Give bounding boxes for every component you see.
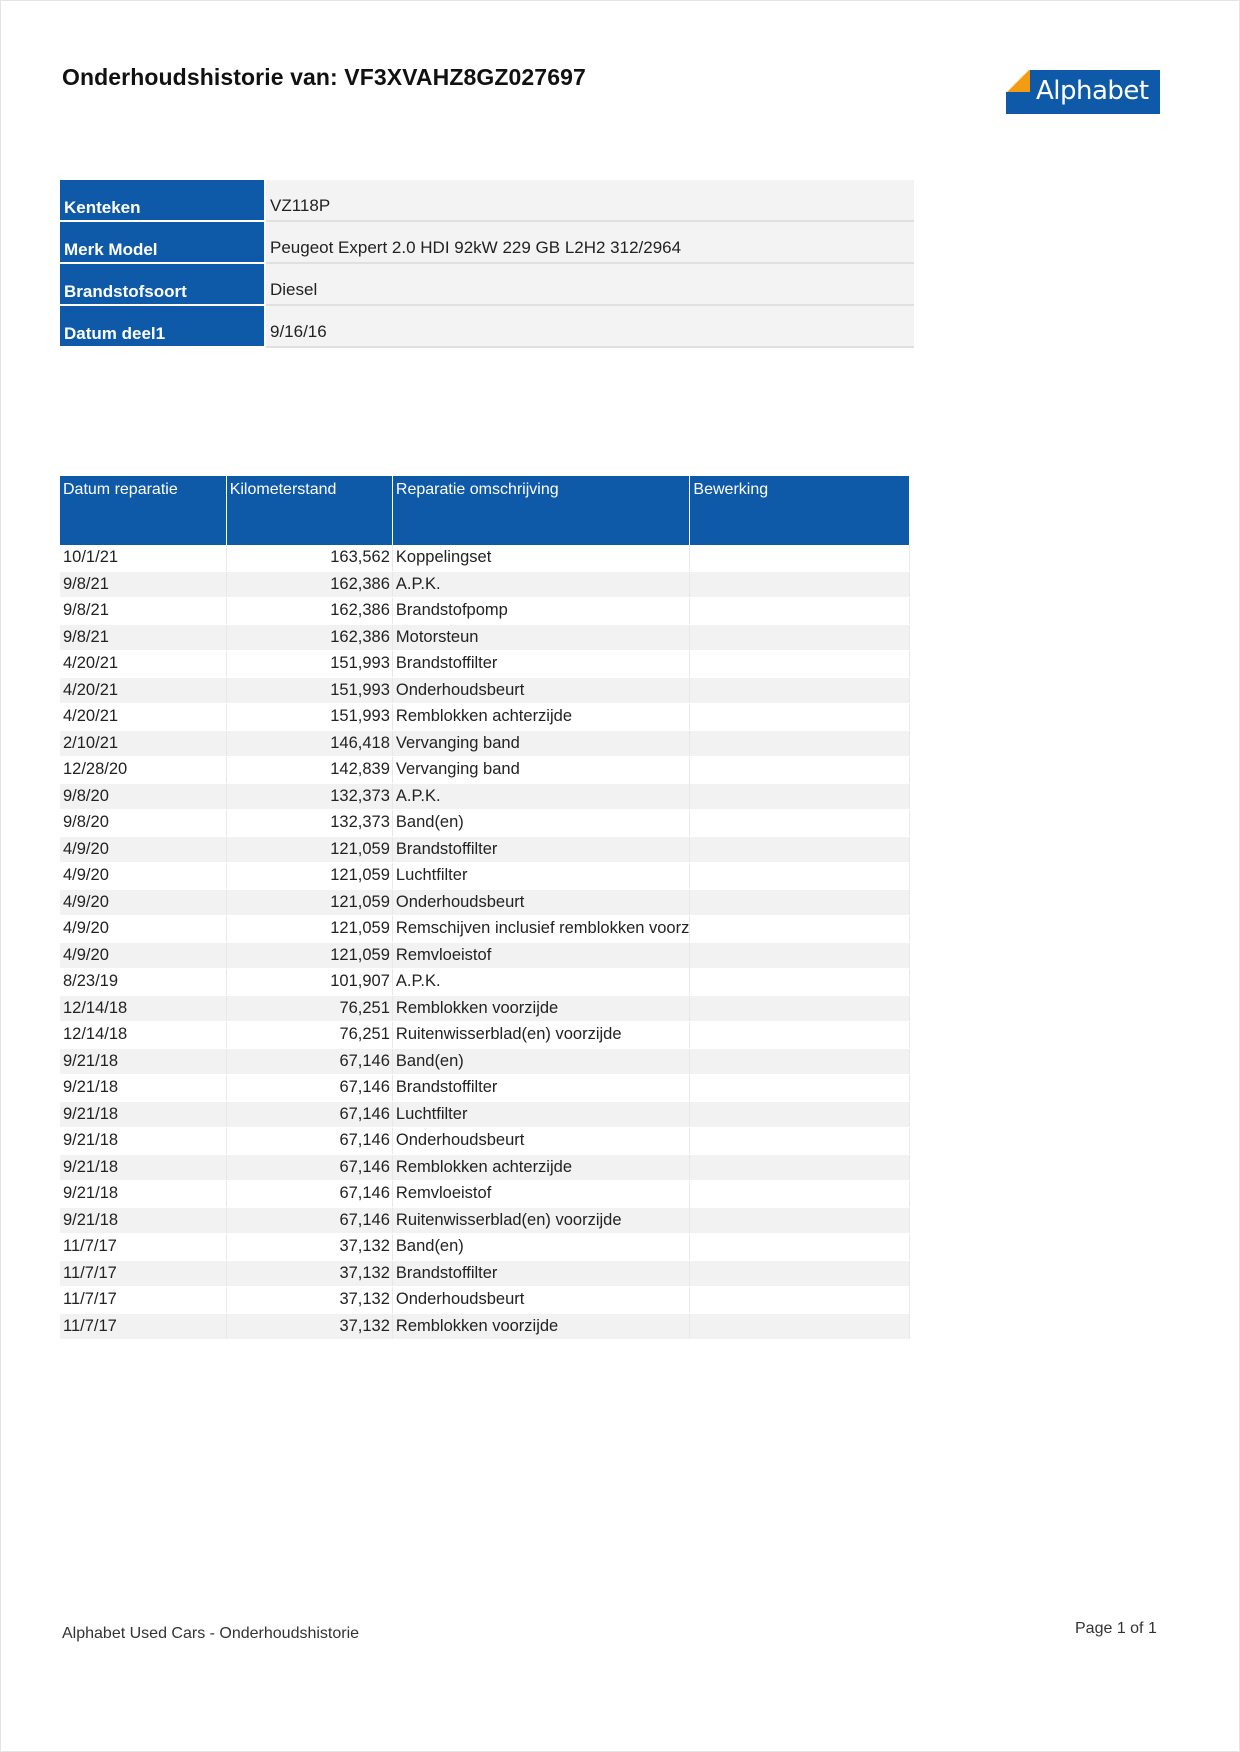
cell-date: 11/7/17: [60, 1313, 226, 1340]
column-header-description: Reparatie omschrijving: [392, 476, 690, 545]
cell-description: Remblokken voorzijde: [392, 1313, 690, 1340]
vehicle-info-label: Merk Model: [60, 221, 265, 263]
table-row: [60, 783, 910, 810]
cell-kilometers: 132,373: [226, 810, 392, 837]
cell-kilometers: 37,132: [226, 1313, 392, 1340]
vehicle-info-row: [60, 263, 914, 305]
cell-date: 11/7/17: [60, 1287, 226, 1314]
cell-date: 4/9/20: [60, 942, 226, 969]
cell-description: Brandstoffilter: [392, 651, 690, 678]
cell-edit: [690, 1313, 910, 1340]
cell-edit: [690, 836, 910, 863]
cell-date: 9/8/21: [60, 598, 226, 625]
cell-edit: [690, 916, 910, 943]
cell-edit: [690, 598, 910, 625]
cell-edit: [690, 889, 910, 916]
table-row: [60, 1154, 910, 1181]
cell-description: Motorsteun: [392, 624, 690, 651]
cell-kilometers: 121,059: [226, 942, 392, 969]
table-row: [60, 1048, 910, 1075]
cell-description: A.P.K.: [392, 969, 690, 996]
table-row: [60, 1075, 910, 1102]
cell-kilometers: 67,146: [226, 1181, 392, 1208]
table-row: [60, 942, 910, 969]
table-row: [60, 889, 910, 916]
repair-history-table: [60, 476, 910, 1340]
cell-date: 9/21/18: [60, 1181, 226, 1208]
cell-edit: [690, 1048, 910, 1075]
cell-edit: [690, 1075, 910, 1102]
table-row: [60, 1287, 910, 1314]
table-row: [60, 677, 910, 704]
table-row: [60, 1128, 910, 1155]
cell-edit: [690, 863, 910, 890]
table-row: [60, 704, 910, 731]
cell-description: Luchtfilter: [392, 1101, 690, 1128]
cell-date: 9/8/20: [60, 810, 226, 837]
cell-description: Luchtfilter: [392, 863, 690, 890]
cell-description: Koppelingset: [392, 545, 690, 571]
cell-description: Remvloeistof: [392, 942, 690, 969]
cell-description: Onderhoudsbeurt: [392, 1287, 690, 1314]
cell-kilometers: 67,146: [226, 1101, 392, 1128]
vehicle-info-row: [60, 221, 914, 263]
vehicle-info-value: Peugeot Expert 2.0 HDI 92kW 229 GB L2H2 312/2964: [265, 221, 914, 263]
cell-date: 9/8/21: [60, 624, 226, 651]
cell-date: 9/21/18: [60, 1101, 226, 1128]
cell-date: 4/9/20: [60, 889, 226, 916]
cell-description: Onderhoudsbeurt: [392, 889, 690, 916]
cell-date: 4/9/20: [60, 836, 226, 863]
cell-date: 11/7/17: [60, 1234, 226, 1261]
vehicle-info-value: Diesel: [265, 263, 914, 305]
table-row: [60, 730, 910, 757]
cell-date: 9/21/18: [60, 1154, 226, 1181]
table-row: [60, 836, 910, 863]
table-header-row: [60, 476, 910, 545]
cell-kilometers: 37,132: [226, 1287, 392, 1314]
column-header-edit: Bewerking: [690, 476, 910, 545]
cell-description: Remschijven inclusief remblokken voorz: [392, 916, 690, 943]
table-row: [60, 995, 910, 1022]
cell-date: 4/9/20: [60, 863, 226, 890]
cell-description: Brandstoffilter: [392, 836, 690, 863]
table-row: [60, 1022, 910, 1049]
cell-description: Ruitenwisserblad(en) voorzijde: [392, 1022, 690, 1049]
cell-edit: [690, 704, 910, 731]
cell-edit: [690, 651, 910, 678]
cell-kilometers: 121,059: [226, 863, 392, 890]
cell-description: Vervanging band: [392, 730, 690, 757]
table-row: [60, 1207, 910, 1234]
cell-description: Brandstofpomp: [392, 598, 690, 625]
cell-date: 9/8/21: [60, 571, 226, 598]
cell-date: 12/14/18: [60, 995, 226, 1022]
cell-edit: [690, 730, 910, 757]
cell-kilometers: 151,993: [226, 704, 392, 731]
cell-edit: [690, 1207, 910, 1234]
table-row: [60, 651, 910, 678]
footer-text: Alphabet Used Cars - Onderhoudshistorie: [62, 1625, 360, 1642]
cell-kilometers: 67,146: [226, 1048, 392, 1075]
table-row: [60, 1181, 910, 1208]
cell-edit: [690, 757, 910, 784]
table-row: [60, 1313, 910, 1340]
page-number: Page 1 of 1: [1075, 1620, 1157, 1637]
column-header-km: Kilometerstand: [226, 476, 392, 545]
cell-kilometers: 146,418: [226, 730, 392, 757]
cell-date: 8/23/19: [60, 969, 226, 996]
cell-description: Band(en): [392, 1048, 690, 1075]
cell-kilometers: 67,146: [226, 1154, 392, 1181]
cell-edit: [690, 1234, 910, 1261]
cell-date: 11/7/17: [60, 1260, 226, 1287]
cell-edit: [690, 810, 910, 837]
cell-date: 9/21/18: [60, 1075, 226, 1102]
cell-description: Band(en): [392, 1234, 690, 1261]
cell-kilometers: 37,132: [226, 1234, 392, 1261]
vehicle-info-value: 9/16/16: [265, 305, 914, 347]
cell-edit: [690, 677, 910, 704]
alphabet-logo: [1006, 70, 1160, 114]
table-row: [60, 598, 910, 625]
cell-edit: [690, 995, 910, 1022]
vehicle-info-row: [60, 305, 914, 347]
cell-description: Onderhoudsbeurt: [392, 1128, 690, 1155]
vehicle-info-value: VZ118P: [265, 180, 914, 221]
cell-date: 2/10/21: [60, 730, 226, 757]
cell-date: 12/28/20: [60, 757, 226, 784]
cell-kilometers: 67,146: [226, 1207, 392, 1234]
table-row: [60, 1234, 910, 1261]
cell-edit: [690, 783, 910, 810]
cell-description: Brandstoffilter: [392, 1075, 690, 1102]
vehicle-info-table: [60, 180, 914, 348]
cell-kilometers: 101,907: [226, 969, 392, 996]
cell-kilometers: 37,132: [226, 1260, 392, 1287]
cell-edit: [690, 1154, 910, 1181]
cell-date: 4/20/21: [60, 677, 226, 704]
cell-description: Remblokken achterzijde: [392, 1154, 690, 1181]
cell-date: 4/20/21: [60, 704, 226, 731]
cell-kilometers: 76,251: [226, 995, 392, 1022]
cell-kilometers: 121,059: [226, 889, 392, 916]
cell-description: Ruitenwisserblad(en) voorzijde: [392, 1207, 690, 1234]
table-row: [60, 969, 910, 996]
logo-text: Alphabet: [1036, 76, 1149, 106]
table-row: [60, 545, 910, 571]
cell-date: 10/1/21: [60, 545, 226, 571]
cell-kilometers: 163,562: [226, 545, 392, 571]
cell-edit: [690, 571, 910, 598]
cell-description: A.P.K.: [392, 571, 690, 598]
cell-date: 9/21/18: [60, 1048, 226, 1075]
cell-date: 9/21/18: [60, 1207, 226, 1234]
table-row: [60, 1260, 910, 1287]
cell-kilometers: 67,146: [226, 1075, 392, 1102]
cell-kilometers: 142,839: [226, 757, 392, 784]
cell-kilometers: 151,993: [226, 651, 392, 678]
cell-description: Vervanging band: [392, 757, 690, 784]
cell-kilometers: 67,146: [226, 1128, 392, 1155]
cell-edit: [690, 1128, 910, 1155]
cell-date: 4/9/20: [60, 916, 226, 943]
table-row: [60, 863, 910, 890]
cell-edit: [690, 1181, 910, 1208]
table-row: [60, 757, 910, 784]
cell-edit: [690, 1260, 910, 1287]
cell-edit: [690, 969, 910, 996]
cell-description: Remblokken achterzijde: [392, 704, 690, 731]
cell-description: A.P.K.: [392, 783, 690, 810]
table-row: [60, 810, 910, 837]
cell-date: 9/21/18: [60, 1128, 226, 1155]
vehicle-info-label: Brandstofsoort: [60, 263, 265, 305]
table-row: [60, 916, 910, 943]
cell-kilometers: 121,059: [226, 916, 392, 943]
cell-edit: [690, 1287, 910, 1314]
cell-kilometers: 151,993: [226, 677, 392, 704]
cell-kilometers: 76,251: [226, 1022, 392, 1049]
cell-kilometers: 162,386: [226, 571, 392, 598]
cell-description: Onderhoudsbeurt: [392, 677, 690, 704]
cell-date: 12/14/18: [60, 1022, 226, 1049]
table-row: [60, 1101, 910, 1128]
column-header-date: Datum reparatie: [60, 476, 226, 545]
cell-edit: [690, 624, 910, 651]
table-row: [60, 624, 910, 651]
cell-kilometers: 121,059: [226, 836, 392, 863]
cell-kilometers: 132,373: [226, 783, 392, 810]
cell-date: 9/8/20: [60, 783, 226, 810]
cell-description: Band(en): [392, 810, 690, 837]
cell-edit: [690, 1101, 910, 1128]
cell-edit: [690, 545, 910, 571]
cell-edit: [690, 942, 910, 969]
vehicle-info-label: Kenteken: [60, 180, 265, 221]
cell-kilometers: 162,386: [226, 624, 392, 651]
logo-flag-icon: [1006, 70, 1030, 92]
cell-description: Remblokken voorzijde: [392, 995, 690, 1022]
cell-kilometers: 162,386: [226, 598, 392, 625]
cell-edit: [690, 1022, 910, 1049]
vehicle-info-label: Datum deel1: [60, 305, 265, 347]
table-row: [60, 571, 910, 598]
page-title: Onderhoudshistorie van: VF3XVAHZ8GZ027697: [62, 64, 586, 90]
cell-date: 4/20/21: [60, 651, 226, 678]
vehicle-info-row: [60, 180, 914, 221]
cell-description: Brandstoffilter: [392, 1260, 690, 1287]
cell-description: Remvloeistof: [392, 1181, 690, 1208]
